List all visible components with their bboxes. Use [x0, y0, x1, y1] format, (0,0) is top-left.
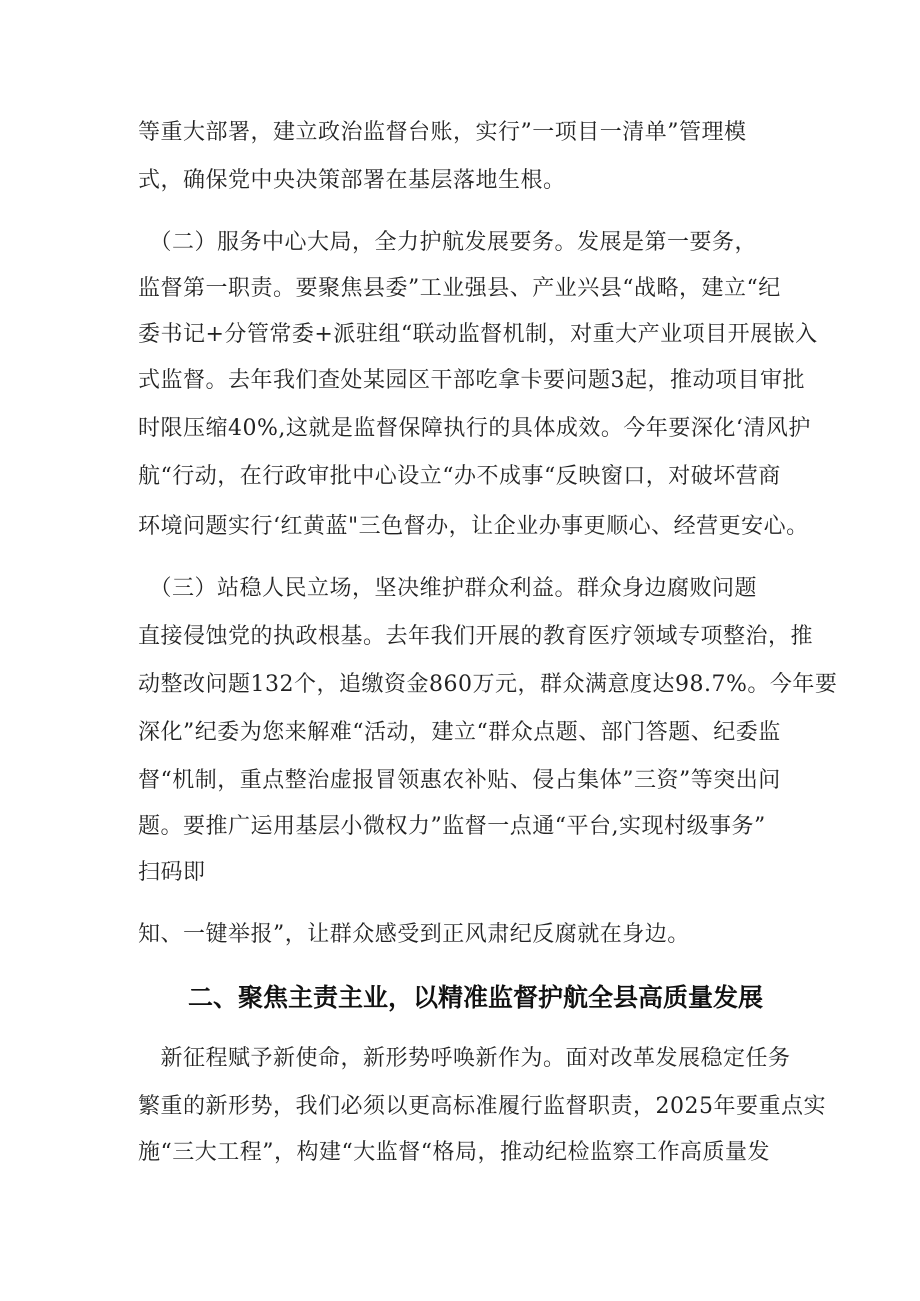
- paragraph-line: 新征程赋予新使命，新形势呼唤新作为。面对改革发展稳定任务: [138, 1046, 791, 1071]
- paragraph-line: 时限压缩40%,这就是监督保障执行的具体成效。今年要深化‘清风护: [138, 416, 811, 441]
- paragraph-line: 航“行动，在行政审批中心设立“办不成事“反映窗口，对破坏营商: [138, 464, 781, 489]
- section-heading: 二、聚焦主责主业，以精准监督护航全县高质量发展: [188, 983, 764, 1012]
- paragraph-line: 式，确保党中央决策部署在基层落地生根。: [138, 168, 566, 193]
- paragraph-line: 动整改问题132个，追缴资金860万元，群众满意度达98.7%。今年要: [138, 672, 838, 697]
- paragraph-line: 式监督。去年我们查处某园区干部吃拿卡要问题3起，推动项目审批: [138, 368, 805, 393]
- paragraph-line: 等重大部署，建立政治监督台账，实行”一项目一清单”管理模: [138, 120, 747, 145]
- paragraph-line: 督“机制，重点整治虚报冒领惠农补贴、侵占集体”三资”等突出问: [138, 768, 781, 793]
- paragraph-line: 繁重的新形势，我们必须以更高标准履行监督职责，2025年要重点实: [138, 1094, 826, 1119]
- paragraph-line: 环境问题实行‘红黄蓝"三色督办，让企业办事更顺心、经营更安心。: [138, 514, 809, 539]
- paragraph-line: 委书记+分管常委+派驻组“联动监督机制，对重大产业项目开展嵌入: [138, 322, 818, 347]
- paragraph-line: （三）站稳人民立场，坚决维护群众利益。群众身边腐败问题: [138, 576, 758, 601]
- paragraph-line: 监督第一职责。要聚焦县委”工业强县、产业兴县“战略，建立“纪: [138, 276, 781, 301]
- paragraph-line: 施“三大工程”，构建“大监督“格局，推动纪检监察工作高质量发: [138, 1140, 770, 1165]
- paragraph-line: 知、一键举报”，让群众感受到正风肃纪反腐就在身边。: [138, 922, 690, 947]
- paragraph-line: 直接侵蚀党的执政根基。去年我们开展的教育医疗领域专项整治，推: [138, 624, 814, 649]
- paragraph-line: 扫码即: [138, 860, 206, 885]
- paragraph-line: 题。要推广运用基层小微权力”监督一点通“平台,实现村级事务”: [138, 814, 766, 839]
- paragraph-line: 深化”纪委为您来解难“活动，建立“群众点题、部门答题、纪委监: [138, 720, 781, 745]
- paragraph-line: （二）服务中心大局，全力护航发展要务。发展是第一要务，: [138, 230, 758, 255]
